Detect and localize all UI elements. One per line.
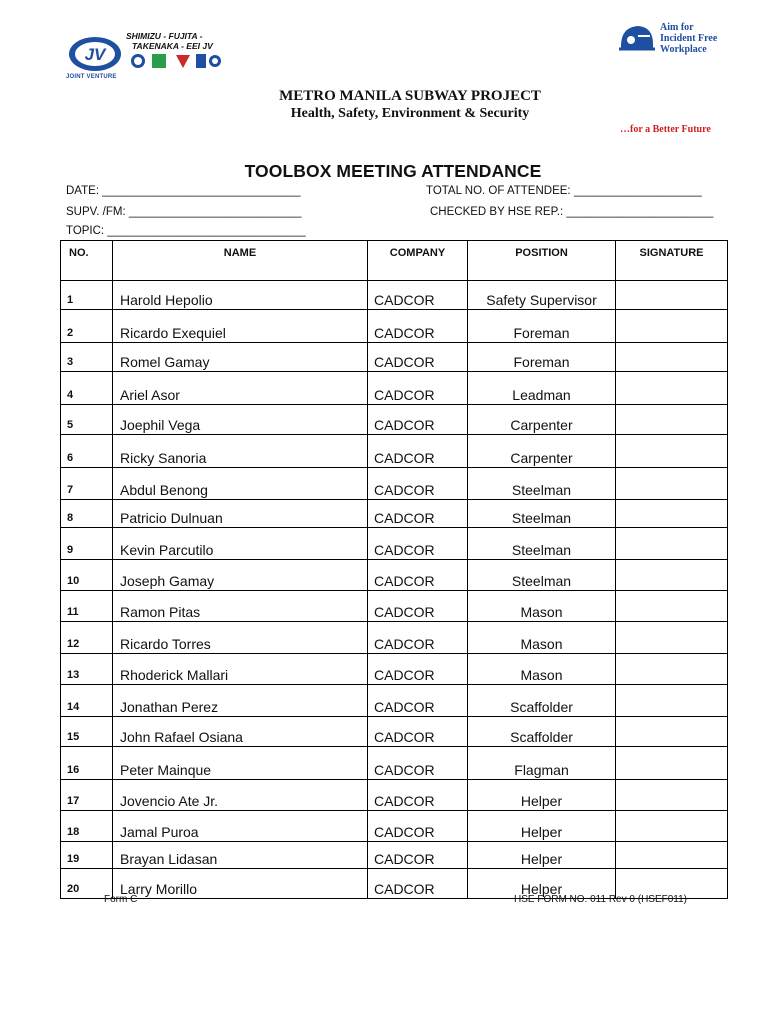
row-signature bbox=[616, 343, 728, 372]
table-row bbox=[61, 500, 728, 528]
table-row bbox=[61, 654, 728, 685]
header-position: POSITION bbox=[468, 241, 616, 281]
row-name: Ricardo Torres bbox=[113, 622, 368, 654]
row-signature bbox=[616, 622, 728, 654]
row-position: Steelman bbox=[468, 500, 616, 528]
row-name: Jovencio Ate Jr. bbox=[113, 780, 368, 811]
row-no: 12 bbox=[61, 622, 113, 654]
row-name: Brayan Lidasan bbox=[113, 842, 368, 869]
row-company: CADCOR bbox=[368, 560, 468, 591]
row-name: Joephil Vega bbox=[113, 405, 368, 435]
row-company: CADCOR bbox=[368, 528, 468, 560]
checked-by-field: CHECKED BY HSE REP.: _______________________ bbox=[430, 206, 714, 218]
row-position: Safety Supervisor bbox=[468, 281, 616, 310]
row-company: CADCOR bbox=[368, 869, 468, 899]
helmet-logo-icon bbox=[618, 22, 656, 56]
row-position: Helper bbox=[468, 869, 616, 899]
row-company: CADCOR bbox=[368, 747, 468, 780]
row-signature bbox=[616, 717, 728, 747]
row-no: 19 bbox=[61, 842, 113, 869]
row-signature bbox=[616, 747, 728, 780]
row-name: Rhoderick Mallari bbox=[113, 654, 368, 685]
date-field: DATE: _______________________________ bbox=[66, 185, 301, 197]
row-name: Harold Hepolio bbox=[113, 281, 368, 310]
row-company: CADCOR bbox=[368, 717, 468, 747]
row-company: CADCOR bbox=[368, 685, 468, 717]
row-position: Foreman bbox=[468, 310, 616, 343]
table-row bbox=[61, 622, 728, 654]
row-name: Ricky Sanoria bbox=[113, 435, 368, 468]
partner-names-line1: SHIMIZU - FUJITA - bbox=[126, 31, 203, 41]
row-name: Larry Morillo bbox=[113, 869, 368, 899]
table-row bbox=[61, 685, 728, 717]
table-row bbox=[61, 811, 728, 842]
row-name: Ariel Asor bbox=[113, 372, 368, 405]
row-signature bbox=[616, 654, 728, 685]
attendance-table bbox=[60, 240, 728, 899]
jv-logo bbox=[68, 36, 122, 72]
row-company: CADCOR bbox=[368, 435, 468, 468]
topic-field: TOPIC: _______________________________ bbox=[66, 225, 306, 237]
row-no: 5 bbox=[61, 405, 113, 435]
table-row bbox=[61, 468, 728, 500]
table-row bbox=[61, 528, 728, 560]
form-title: TOOLBOX MEETING ATTENDANCE bbox=[244, 161, 542, 181]
row-no: 13 bbox=[61, 654, 113, 685]
row-no: 15 bbox=[61, 717, 113, 747]
row-name: John Rafael Osiana bbox=[113, 717, 368, 747]
row-signature bbox=[616, 528, 728, 560]
row-no: 2 bbox=[61, 310, 113, 343]
row-no: 17 bbox=[61, 780, 113, 811]
row-company: CADCOR bbox=[368, 780, 468, 811]
table-row bbox=[61, 842, 728, 869]
row-no: 10 bbox=[61, 560, 113, 591]
row-name: Patricio Dulnuan bbox=[113, 500, 368, 528]
row-position: Mason bbox=[468, 654, 616, 685]
table-row bbox=[61, 372, 728, 405]
row-company: CADCOR bbox=[368, 842, 468, 869]
row-signature bbox=[616, 405, 728, 435]
row-no: 20 bbox=[61, 869, 113, 899]
row-company: CADCOR bbox=[368, 468, 468, 500]
row-position: Steelman bbox=[468, 468, 616, 500]
table-row bbox=[61, 747, 728, 780]
row-name: Jamal Puroa bbox=[113, 811, 368, 842]
table-row bbox=[61, 281, 728, 310]
row-signature bbox=[616, 468, 728, 500]
row-company: CADCOR bbox=[368, 811, 468, 842]
row-name: Joseph Gamay bbox=[113, 560, 368, 591]
row-name: Peter Mainque bbox=[113, 747, 368, 780]
row-name: Ramon Pitas bbox=[113, 591, 368, 622]
row-company: CADCOR bbox=[368, 281, 468, 310]
row-signature bbox=[616, 811, 728, 842]
row-no: 11 bbox=[61, 591, 113, 622]
aim-slogan-line1: Aim for bbox=[660, 22, 694, 33]
row-signature bbox=[616, 780, 728, 811]
row-company: CADCOR bbox=[368, 405, 468, 435]
row-no: 4 bbox=[61, 372, 113, 405]
row-name: Jonathan Perez bbox=[113, 685, 368, 717]
row-no: 9 bbox=[61, 528, 113, 560]
table-row bbox=[61, 591, 728, 622]
aim-slogan-line2: Incident Free bbox=[660, 33, 718, 44]
row-position: Mason bbox=[468, 622, 616, 654]
form-number: HSE FORM NO. 011 Rev 0 (HSEF011) bbox=[514, 894, 688, 905]
header-company: COMPANY bbox=[368, 241, 468, 281]
table-row bbox=[61, 310, 728, 343]
row-signature bbox=[616, 685, 728, 717]
row-signature bbox=[616, 281, 728, 310]
aim-slogan bbox=[660, 22, 717, 55]
tagline: …for a Better Future bbox=[620, 124, 711, 135]
row-position: Leadman bbox=[468, 372, 616, 405]
row-no: 16 bbox=[61, 747, 113, 780]
aim-slogan-line3: Workplace bbox=[660, 44, 707, 55]
row-position: Helper bbox=[468, 780, 616, 811]
row-position: Mason bbox=[468, 591, 616, 622]
supervisor-field: SUPV. /FM: ___________________________ bbox=[66, 206, 302, 218]
row-signature bbox=[616, 500, 728, 528]
header-signature: SIGNATURE bbox=[616, 241, 728, 281]
row-no: 14 bbox=[61, 685, 113, 717]
jv-logo-text: JV bbox=[84, 45, 106, 64]
row-signature bbox=[616, 591, 728, 622]
partner-names-line2: TAKENAKA - EEI JV bbox=[132, 41, 213, 51]
table-row bbox=[61, 405, 728, 435]
row-position: Scaffolder bbox=[468, 717, 616, 747]
table-row bbox=[61, 343, 728, 372]
row-signature bbox=[616, 310, 728, 343]
row-company: CADCOR bbox=[368, 654, 468, 685]
project-subtitle: Health, Safety, Environment & Security bbox=[290, 106, 530, 121]
row-position: Carpenter bbox=[468, 405, 616, 435]
row-no: 7 bbox=[61, 468, 113, 500]
row-company: CADCOR bbox=[368, 500, 468, 528]
partner-names bbox=[126, 31, 213, 51]
table-row bbox=[61, 560, 728, 591]
row-position: Helper bbox=[468, 811, 616, 842]
row-position: Scaffolder bbox=[468, 685, 616, 717]
row-name: Ricardo Exequiel bbox=[113, 310, 368, 343]
partner-logos-icon bbox=[130, 52, 222, 74]
row-position: Flagman bbox=[468, 747, 616, 780]
row-signature bbox=[616, 560, 728, 591]
row-name: Romel Gamay bbox=[113, 343, 368, 372]
header-no: NO. bbox=[61, 241, 113, 281]
row-position: Steelman bbox=[468, 560, 616, 591]
row-no: 1 bbox=[61, 281, 113, 310]
row-no: 18 bbox=[61, 811, 113, 842]
project-title: METRO MANILA SUBWAY PROJECT bbox=[279, 88, 541, 104]
total-attendee-field: TOTAL NO. OF ATTENDEE: ____________________ bbox=[426, 185, 702, 197]
row-company: CADCOR bbox=[368, 372, 468, 405]
row-position: Carpenter bbox=[468, 435, 616, 468]
row-signature bbox=[616, 435, 728, 468]
row-name: Abdul Benong bbox=[113, 468, 368, 500]
row-signature bbox=[616, 372, 728, 405]
row-company: CADCOR bbox=[368, 343, 468, 372]
table-header-row bbox=[61, 241, 728, 281]
table-row bbox=[61, 780, 728, 811]
row-signature bbox=[616, 842, 728, 869]
row-no: 8 bbox=[61, 500, 113, 528]
row-no: 3 bbox=[61, 343, 113, 372]
header-name: NAME bbox=[113, 241, 368, 281]
row-position: Steelman bbox=[468, 528, 616, 560]
row-name: Kevin Parcutilo bbox=[113, 528, 368, 560]
row-company: CADCOR bbox=[368, 591, 468, 622]
jv-subtext: JOINT VENTURE bbox=[66, 74, 117, 80]
row-company: CADCOR bbox=[368, 622, 468, 654]
row-position: Foreman bbox=[468, 343, 616, 372]
table-row bbox=[61, 717, 728, 747]
row-position: Helper bbox=[468, 842, 616, 869]
table-row bbox=[61, 435, 728, 468]
row-company: CADCOR bbox=[368, 310, 468, 343]
row-no: 6 bbox=[61, 435, 113, 468]
form-letter: Form C bbox=[104, 894, 138, 905]
